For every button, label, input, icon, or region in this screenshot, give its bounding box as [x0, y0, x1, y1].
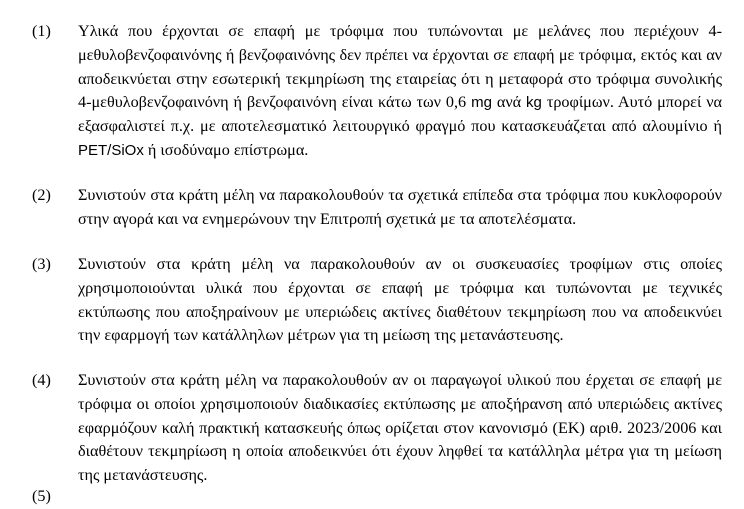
item-number: (4) [32, 371, 51, 389]
unit-kg: kg [526, 94, 542, 112]
item-text-part: τροφίμων. Αυτό μπορεί να εξασφαλιστεί π.χ. με αποτελεσματικό λειτουργικό φραγμό που κατασκευάζεται από αλουμίνιο ή [78, 93, 723, 136]
item-text-part: ή ισοδύναμο επίστρωμα. [147, 140, 309, 159]
item-text-part: Υλικά που έρχονται σε επαφή με τρόφιμα που τυπώνονται με μελάνες που περιέχουν 4-μεθυλοβενζοφαινόνης ή βενζοφαινόνης δεν πρέπει να έρχονται σε επαφή με τρόφιμα, εκτός και αν αποδεικνύεται στην εσωτερική τεκμηρίωση της εταιρείας ότι η μεταφορά στο τρόφιμα συνολικής 4-μεθυλοβενζοφαινόνη ή βενζοφαινόνη είναι κάτω των 0,6 [78, 22, 722, 112]
item-number: (5) [32, 487, 51, 505]
material-pet-siox: PET/SiOx [78, 141, 144, 159]
item-number: (1) [32, 22, 51, 40]
item-text: Συνιστούν στα κράτη μέλη να παρακολουθούν τα σχετικά επίπεδα στα τρόφιμα που κυκλοφορούν στην αγορά και να ενημερώνουν την Επιτροπή σχετικά με τα αποτελέσματα. [78, 186, 722, 228]
item-text-part: ανά [496, 93, 522, 112]
item-number: (2) [32, 186, 51, 204]
item-text [78, 20, 722, 163]
item-text: Συνιστούν στα κράτη μέλη να παρακολουθούν αν οι παραγωγοί υλικού που έρχεται σε επαφή με τρόφιμα οι οποίοι χρησιμοποιούν διαδικασίες εκτύπωσης με αποξήρανση από υπεριώδεις ακτίνες εφαρμόζουν καλή πρακτική κατασκευής όπως ορίζεται στον κανονισμό (ΕΚ) αριθ. 2023/2006 και διαθέτουν τεκμηρίωση η οποία αποδεικνύει ότι έχουν ληφθεί τα κατάλληλα μέτρα για τη μείωση της μετανάστευσης. [78, 371, 722, 485]
item-text: Συνιστούν στα κράτη μέλη να παρακολουθούν αν οι συσκευασίες τροφίμων στις οποίες χρησιμοποιούνται υλικά που έρχονται σε επαφή με τρόφιμα και τυπώνονται με τεχνικές εκτύπωσης που αποξηραίνουν με υπεριώδεις ακτίνες διαθέτουν τεκμηρίωση που να αποδεικνύει την εφαρμογή των κατάλληλων μέτρων για τη μείωση της μετανάστευσης. [78, 255, 722, 345]
item-number: (3) [32, 255, 51, 273]
unit-mg: mg [471, 94, 492, 112]
